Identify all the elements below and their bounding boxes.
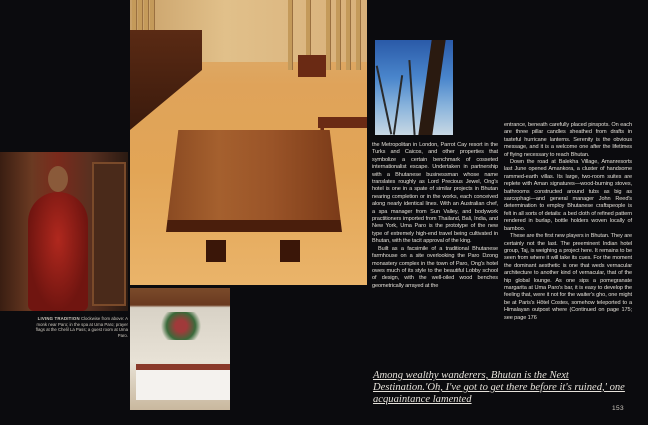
page-number: 153 xyxy=(612,405,625,412)
bamboo-screen xyxy=(288,0,293,70)
photo-prayer-flags xyxy=(375,40,453,135)
bamboo-screen xyxy=(356,0,361,70)
flag-pole xyxy=(408,60,415,135)
paragraph: entrance, beneath carefully placed pinspots. On each are three pillar candles sheathed from drafts in tasteful hurricane lanterns. Serenity is the obvious message, and it is a welcome one after the lifetimes of flying necessary to reach Bhutan. xyxy=(504,122,632,158)
bamboo-screen xyxy=(336,0,341,70)
tree-trunk xyxy=(418,40,445,135)
article-column-1 xyxy=(372,142,498,290)
article-column-2 xyxy=(504,122,632,322)
bamboo-screen xyxy=(326,0,331,70)
photo-monk xyxy=(0,152,128,311)
table-leg xyxy=(280,240,300,262)
paragraph: Down the road at Balekha Village, Amanresorts last June opened Amankora, a cluster of handsome rammed-earth villas. Its large, two-room suites are replete with Aman signatures—wood-burning stoves, bathrooms constructed around tubs as big as sarcophagi—and general manager John Reed's determination to employ Bhutanese craftspeople is felt in all sorts of details: a bed cloth of refined pattern rendered in burlap, bottle holders woven locally of bamboo. xyxy=(504,159,632,232)
table-leg xyxy=(206,240,226,262)
flag-pole xyxy=(393,75,403,135)
sideboard xyxy=(130,30,202,130)
paragraph: These are the first new players in Bhutan. They are certainly not the last. The preeminent Indian hotel group, Taj, is weighing a project here. It remains to be seen from where it will take its cues. For the moment the dominant aesthetic is one that weds vernacular architecture to another kind of vernacular, that of the hip global lounge. As one sips a pomegranate margarita at Uma Paro's bar, it is easy to develop the feeling that, were it not for the waiter's gho, one might be at Paris's Hôtel Costes, somehow teleported to a Himalayan outpost where (Continued on page 175; see page 176 xyxy=(504,233,632,321)
wooden-table xyxy=(166,130,342,232)
monk-robe xyxy=(28,192,88,311)
bamboo-screen xyxy=(346,0,351,70)
bed xyxy=(136,364,230,400)
caption-text: Clockwise from above: A monk near Paro; in the spa at Uma Paro; prayer flags at the Chelil La Pass; a guest room at Uma Paro. xyxy=(35,316,128,338)
flag-pole xyxy=(376,66,393,135)
pull-quote: Among wealthy wanderers, Bhutan is the Next Destination.'Oh, I've got to get there before it's ruined,' one acquaintance lamented xyxy=(373,370,625,405)
photo-spa-interior xyxy=(130,0,367,285)
monk-head xyxy=(48,166,68,192)
photo-guest-room xyxy=(130,288,230,410)
paragraph: Built as a facsimile of a traditional Bhutanese farmhouse on a site overlooking the Paro Dzong monastery complex in the town of Paro, Ong's hotel owes much of its style to the beautiful Lobby school of design, with the well-oiled wood benches geometrically arrayed at the xyxy=(372,245,498,289)
paragraph: the Metropolitan in London, Parrot Cay resort in the Turks and Caicos, and other properties that symbolize a certain benchmark of cosseted internationalist escape. Undertaken in partnership with a Bhutanese businessman whose name translates roughly as Lord Precious Jewel, Ong's hotel is one in a spate of similar projects in Bhutan nearing completion or in the works, each conceived along nearly identical lines. With an Australian chef, a spa manager from Sun Valley, and bodywork practitioners imported from Thailand, Bali, India, and New York, Uma Paro is the prototype of the new type of extremely high-end travel being cultivated in Bhutan, with the tacit approval of the king. xyxy=(372,142,498,245)
wall-mural xyxy=(156,312,206,340)
stool xyxy=(298,55,326,77)
caption-label: LIVING TRADITION xyxy=(37,316,80,321)
doorway xyxy=(92,162,126,306)
photo-caption xyxy=(30,316,128,338)
